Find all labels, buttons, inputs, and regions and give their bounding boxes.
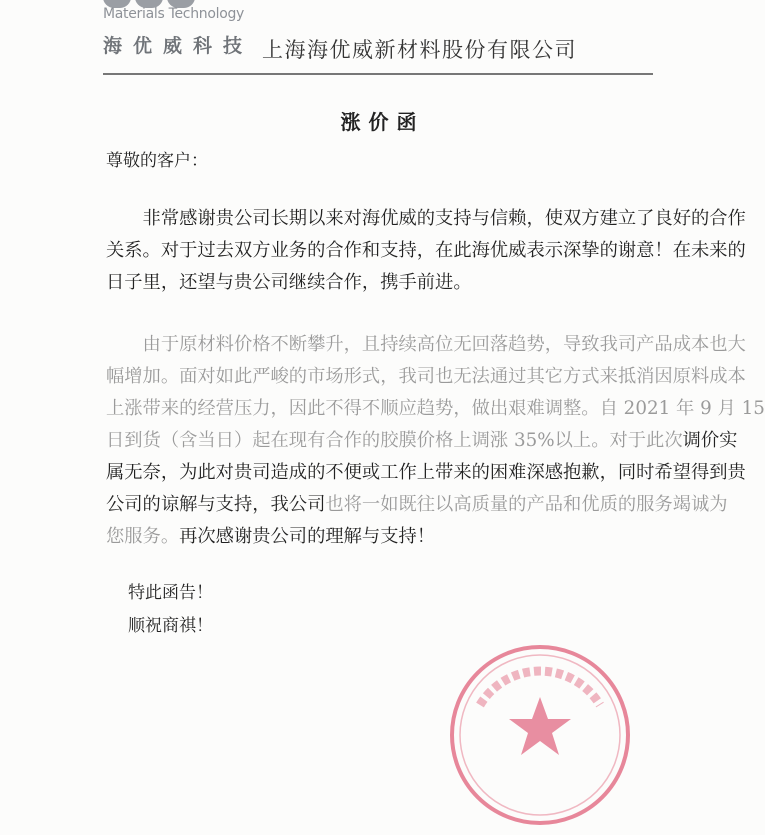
closing-line-2: 顺祝商祺！ (128, 616, 213, 636)
logo-chinese: 海优威科技 (103, 35, 254, 57)
seal-star-icon (509, 697, 571, 755)
text-line: 非常感谢贵公司长期以来对海优威的支持与信赖，使双方建立了良好的合作 (106, 208, 746, 229)
text-line: 由于原材料价格不断攀升，且持续高位无回落趋势，导致我司产品成本也大 (106, 334, 746, 355)
company-name: 上海海优威新材料股份有限公司 (262, 38, 577, 62)
text-segment: 您服务。 (106, 526, 180, 547)
letter-title: 涨价函 (340, 110, 425, 134)
text-segment: 也将一如既往以高质量的产品和优质的服务竭诚为 (325, 494, 728, 515)
text-line (106, 522, 706, 554)
paragraph-price-increase (106, 330, 765, 554)
letterhead-divider (103, 73, 653, 75)
text-segment: 调价实 (682, 430, 738, 451)
text-segment: 公司的谅解与支持，我公司 (106, 494, 326, 515)
text-line (106, 426, 738, 458)
company-seal-stamp (440, 635, 640, 835)
text-line: 日子里，还望与贵公司继续合作，携手前进。 (106, 272, 472, 293)
text-line (106, 490, 728, 522)
text-segment: 再次感谢贵公司的理解与支持！ (179, 526, 436, 547)
text-line: 幅增加。面对如此严峻的市场形式，我司也无法通过其它方式来抵消因原料成本 (106, 366, 746, 387)
closing-line-1: 特此函告！ (128, 583, 213, 603)
text-segment: 日到货（含当日）起在现有合作的胶膜价格上调涨 35%以上。对于此次 (106, 430, 683, 451)
logo-english: Materials Technology (103, 6, 245, 22)
text-line: 上涨带来的经营压力，因此不得不顺应趋势，做出艰难调整。自 2021 年 9 月 15 (106, 398, 765, 419)
paragraph-thanks (106, 204, 746, 300)
text-line: 属无奈，为此对贵司造成的不便或工作上带来的困难深感抱歉，同时希望得到贵 (106, 462, 746, 483)
greeting: 尊敬的客户： (106, 151, 208, 171)
text-line: 关系。对于过去双方业务的合作和支持，在此海优威表示深挚的谢意！在未来的 (106, 240, 746, 261)
